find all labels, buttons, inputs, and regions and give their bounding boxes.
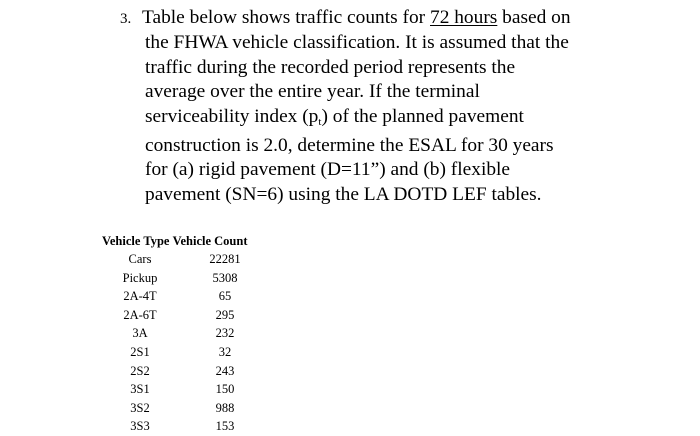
vehicle-count-cell: 232 [215,326,235,341]
vehicle-count-cell: 988 [215,400,235,415]
problem-line-1 [117,6,617,31]
vehicle-count-cell: 32 [218,344,232,359]
table-row [102,250,272,269]
vehicle-type-cell: 2A-4T [123,289,157,304]
table-row [102,362,272,381]
problem-line-5-end: ) of the planned pavement [321,105,524,127]
table-row [102,306,272,325]
problem-line-5-start: serviceability index (p [145,105,319,127]
vehicle-count-cell: 5308 [212,270,238,285]
vehicle-type-cell: 2S2 [130,363,150,378]
vehicle-count-cell: 153 [215,419,235,434]
vehicle-type-cell: 2S1 [130,344,150,359]
vehicle-count-cell: 243 [215,363,235,378]
vehicle-type-cell: Cars [128,252,152,266]
vehicle-count-cell: 22281 [209,252,241,266]
table-row [102,324,272,343]
table-row [102,343,272,362]
problem-line-1-end: based on [497,7,571,28]
underlined-duration: 72 hours [430,7,498,28]
table-header [102,232,272,250]
problem-line-7: for (a) rigid pavement (D=11”) and (b) flexible [145,159,511,181]
problem-line-3: traffic during the recorded period represents the [145,56,516,78]
table-row [102,269,272,288]
vehicle-count-cell: 65 [218,289,232,304]
table-row [102,399,272,418]
vehicle-type-cell: 3S2 [130,400,150,415]
table-row [102,287,272,306]
vehicle-count-cell: 295 [215,307,235,322]
problem-line-8: pavement (SN=6) using the LA DOTD LEF tables. [145,183,542,205]
subscript-t: t [318,115,322,128]
table-row [102,380,272,399]
vehicle-count-cell: 150 [215,382,235,397]
vehicle-count-table [102,232,272,436]
problem-number: 3. [120,11,132,27]
vehicle-type-cell: Pickup [122,270,158,285]
table-row [102,417,272,436]
problem-line-1-start: Table below shows traffic counts for [142,7,430,28]
problem-line-6: construction is 2.0, determine the ESAL for 30 years [145,135,554,157]
header-vehicle-type: Vehicle Type [102,234,170,248]
problem-statement [117,6,617,207]
vehicle-type-cell: 3A [132,326,148,341]
vehicle-type-cell: 2A-6T [123,307,157,322]
problem-line-5 [117,105,617,134]
problem-line-4: average over the entire year. If the terminal [145,81,480,103]
header-vehicle-count: Vehicle Count [172,234,248,248]
vehicle-type-cell: 3S3 [130,419,150,434]
vehicle-type-cell: 3S1 [130,382,150,397]
problem-line-2: the FHWA vehicle classification. It is assumed that the [145,32,569,54]
